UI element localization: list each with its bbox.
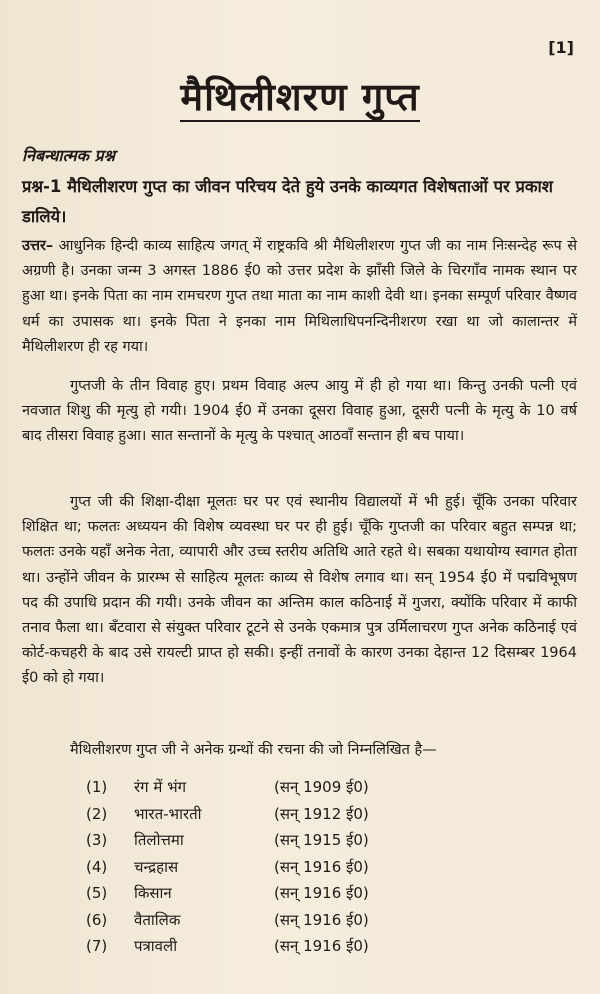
answer-label: उत्तर– xyxy=(22,238,54,254)
work-title: तिलोत्तमा xyxy=(134,831,184,850)
works-list xyxy=(86,774,526,960)
question-block xyxy=(22,172,577,232)
list-item xyxy=(86,827,526,854)
work-number: (5) xyxy=(86,884,108,903)
work-year: (सन् 1916 ई0) xyxy=(274,857,369,876)
work-number: (2) xyxy=(86,804,108,823)
list-item xyxy=(86,774,526,801)
work-number: (7) xyxy=(86,937,108,956)
list-item xyxy=(86,880,526,907)
question-label: प्रश्न-1 xyxy=(22,177,62,196)
list-item xyxy=(86,854,526,881)
work-year: (सन् 1916 ई0) xyxy=(274,910,369,929)
title-underline xyxy=(180,120,420,122)
section-heading: निबन्धात्मक प्रश्न xyxy=(22,146,115,165)
work-number: (4) xyxy=(86,857,108,876)
work-title: चन्द्रहास xyxy=(134,857,179,876)
work-title: रंग में भंग xyxy=(134,778,187,797)
work-number: (1) xyxy=(86,778,108,797)
page-number: [1] xyxy=(548,38,574,57)
work-title: भारत-भारती xyxy=(134,804,202,823)
answer-paragraph-2: गुप्तजी के तीन विवाह हुए। प्रथम विवाह अल्प आयु में ही हो गया था। किन्तु उनकी पत्नी एवं नवजात शिशु की मृत्यु हो गयी। 1904 ई0 में उनका दूसरा विवाह हुआ, दूसरी पत्नी के मृत्यु के 10 वर्ष बाद तीसरा विवाह हुआ। सात सन्तानों के मृत्यु के पश्चात् आठवाँ सन्तान ही बच पाया। xyxy=(22,378,577,445)
list-item xyxy=(86,933,526,960)
answer-paragraph-1-text: आधुनिक हिन्दी काव्य साहित्य जगत् में राष्ट्रकवि श्री मैथिलीशरण गुप्त जी का नाम निःसन्देह रूप से अग्रणी है। उनका जन्म 3 अगस्त 1886 ई0 को उत्तर प्रदेश के झाँसी जिले के चिरगाँव नामक स्थान पर हुआ था। इनके पिता का नाम रामचरण गुप्त तथा माता का नाम काशी देवी था। इनका सम्पूर्ण परिवार वैष्णव धर्म का उपासक था। इनके पिता ने इनका नाम मिथिलाधिपनन्दिनीशरण रखा था जो कालान्तर में मैथिलीशरण ही रह गया। xyxy=(22,238,578,355)
work-title: किसान xyxy=(134,884,172,903)
work-year: (सन् 1909 ई0) xyxy=(274,778,369,797)
answer-paragraph-1 xyxy=(22,234,577,360)
work-year: (सन् 1916 ई0) xyxy=(274,884,369,903)
question-text: मैथिलीशरण गुप्त का जीवन परिचय देते हुये उनके काव्यगत विशेषताओं पर प्रकाश डालिये। xyxy=(22,177,554,226)
work-year: (सन् 1916 ई0) xyxy=(274,937,369,956)
work-year: (सन् 1912 ई0) xyxy=(274,804,369,823)
page-title: मैथिलीशरण गुप्त xyxy=(180,75,420,119)
list-item xyxy=(86,907,526,934)
work-number: (3) xyxy=(86,831,108,850)
work-title: पत्रावली xyxy=(134,937,178,956)
answer-paragraph-3: गुप्त जी की शिक्षा-दीक्षा मूलतः घर पर एवं स्थानीय विद्यालयों में भी हुई। चूँकि उनका परिवार शिक्षित था; फलतः अध्ययन की विशेष व्यवस्था घर पर ही हुई। चूँकि गुप्तजी का परिवार बहुत सम्पन्न था; फलतः उनके यहाँ अनेक नेता, व्यापारी और उच्च स्तरीय अतिथि आते रहते थे। सबका यथायोग्य स्वागत होता था। उन्होंने जीवन के प्रारम्भ से साहित्य मूलतः काव्य से विशेष लगाव था। सन् 1954 ई0 में पद्मविभूषण पद की उपाधि प्रदान की गयी। उनके जीवन का अन्तिम काल कठिनाई में गुजरा, क्योंकि परिवार में काफी तनाव फैला था। बँटवारा से संयुक्त परिवार टूटने से उनके एकमात्र पुत्र उर्मिलाचरण गुप्त अनेक कठिनाई एवं कोर्ट-कचहरी के बाद उसे रायल्टी प्राप्त हो सकी। इन्हीं तनावों के कारण उनका देहान्त 12 दिसम्बर 1964 ई0 को हो गया। xyxy=(22,494,577,687)
work-title: वैतालिक xyxy=(134,910,181,929)
answer-paragraph-4: मैथिलीशरण गुप्त जी ने अनेक ग्रन्थों की रचना की जो निम्नलिखित है— xyxy=(70,742,437,758)
list-item xyxy=(86,801,526,828)
work-year: (सन् 1915 ई0) xyxy=(274,831,369,850)
work-number: (6) xyxy=(86,910,108,929)
